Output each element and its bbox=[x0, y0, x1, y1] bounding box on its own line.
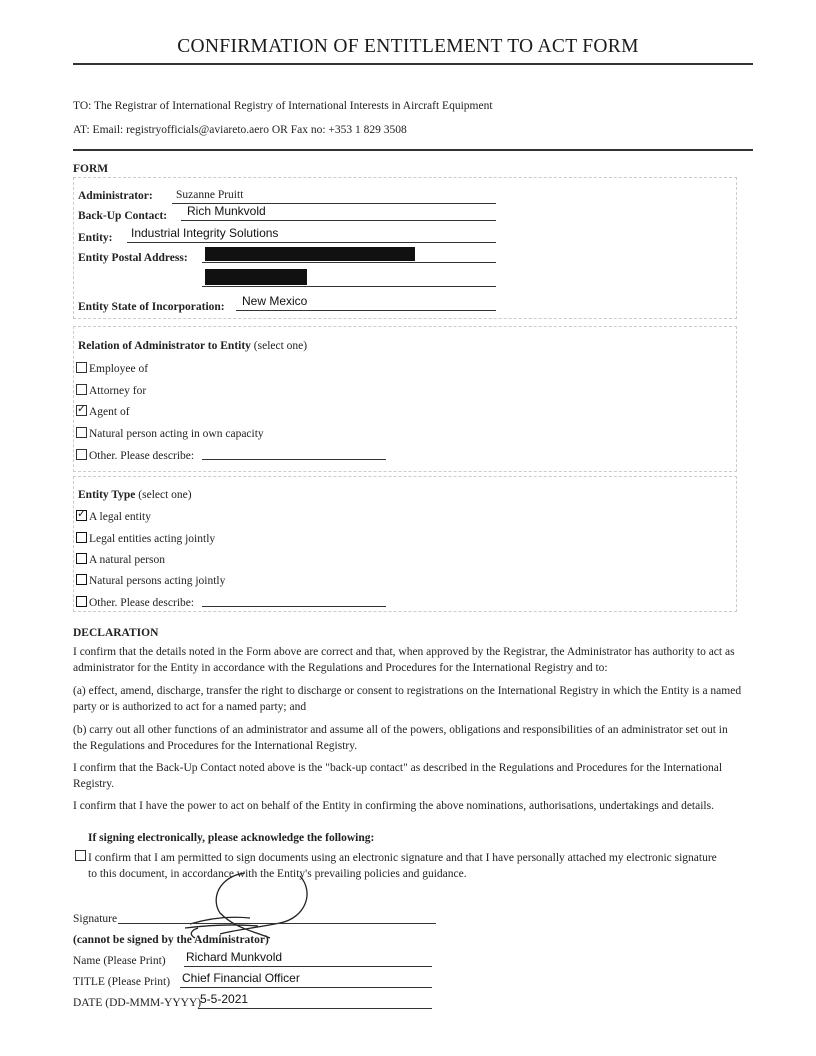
page-title: CONFIRMATION OF ENTITLEMENT TO ACT FORM bbox=[177, 36, 639, 57]
checkbox[interactable] bbox=[76, 596, 87, 607]
divider bbox=[73, 149, 753, 151]
divider bbox=[73, 63, 753, 65]
checkbox[interactable] bbox=[76, 574, 87, 585]
option-other[interactable]: Other. Please describe: bbox=[76, 449, 194, 462]
declaration-paragraph: (a) effect, amend, discharge, transfer the right to discharge or consent to registrations on the International Registry in which the Entity is a named party or is authorized to act for a named party; and bbox=[73, 685, 742, 713]
option-natural-persons-jointly[interactable]: Natural persons acting jointly bbox=[76, 574, 225, 587]
title-label: TITLE (Please Print) bbox=[73, 976, 171, 988]
electronic-ack-checkbox[interactable] bbox=[75, 850, 86, 861]
option-legal-entity[interactable]: ✓A legal entity bbox=[76, 510, 151, 523]
declaration-paragraph: (b) carry out all other functions of an administrator and assume all of the powers, obligations and responsibilities of an administrator set out in the Regulations and Procedures for the International Registry. bbox=[73, 724, 728, 752]
name-label: Name (Please Print) bbox=[73, 955, 166, 967]
relation-heading: Relation of Administrator to Entity (select one) bbox=[78, 340, 308, 352]
name-value: Richard Munkvold bbox=[186, 950, 283, 964]
option-entity-other[interactable]: Other. Please describe: bbox=[76, 596, 194, 609]
option-natural-person-own-capacity[interactable]: Natural person acting in own capacity bbox=[76, 427, 264, 440]
to-line: TO: The Registrar of International Registry of International Interests in Aircraft Equipment bbox=[73, 100, 493, 112]
state-value: New Mexico bbox=[242, 294, 308, 308]
option-agent-of[interactable]: ✓Agent of bbox=[76, 405, 130, 418]
signature-note: (cannot be signed by the Administrator) bbox=[73, 934, 269, 946]
checkbox[interactable] bbox=[76, 532, 87, 543]
option-employee-of[interactable]: Employee of bbox=[76, 362, 148, 375]
name-field[interactable] bbox=[184, 950, 432, 967]
checkbox[interactable] bbox=[76, 449, 87, 460]
entity-other-describe-field[interactable] bbox=[202, 592, 386, 607]
redacted-address-line2 bbox=[205, 269, 307, 285]
postal-address-label: Entity Postal Address: bbox=[78, 252, 188, 264]
date-field[interactable] bbox=[198, 992, 432, 1009]
title-field[interactable] bbox=[180, 971, 432, 988]
signature-label: Signature bbox=[73, 913, 118, 925]
title-value: Chief Financial Officer bbox=[182, 971, 300, 985]
redacted-address-line1 bbox=[205, 247, 415, 261]
backup-contact-label: Back-Up Contact: bbox=[78, 210, 168, 222]
entity-label: Entity: bbox=[78, 232, 113, 244]
declaration-heading: DECLARATION bbox=[73, 627, 159, 639]
checkbox-checked[interactable] bbox=[76, 510, 87, 521]
date-value: 5-5-2021 bbox=[200, 992, 249, 1006]
other-describe-field[interactable] bbox=[202, 445, 386, 460]
option-legal-entities-jointly[interactable]: Legal entities acting jointly bbox=[76, 532, 215, 545]
entity-type-heading: Entity Type (select one) bbox=[78, 489, 192, 501]
administrator-value: Suzanne Pruitt bbox=[176, 189, 244, 201]
electronic-ack-text: I confirm that I am permitted to sign documents using an electronic signature and that I have personally attached my electronic signature to this document, in accordance with the Entity's prevailing policies and guidance. bbox=[88, 852, 717, 880]
declaration-paragraph: I confirm that I have the power to act on behalf of the Entity in confirming the above nominations, authorisations, undertakings and details. bbox=[73, 800, 714, 812]
checkbox[interactable] bbox=[76, 427, 87, 438]
checkbox[interactable] bbox=[76, 362, 87, 373]
signature-field[interactable] bbox=[118, 909, 436, 924]
checkbox[interactable] bbox=[76, 384, 87, 395]
date-label: DATE (DD-MMM-YYYY) bbox=[73, 997, 202, 1009]
checkbox[interactable] bbox=[76, 553, 87, 564]
declaration-paragraph: I confirm that the Back-Up Contact noted above is the "back-up contact" as described in the Regulations and Procedures for the International Registry. bbox=[73, 762, 723, 790]
option-attorney-for[interactable]: Attorney for bbox=[76, 384, 146, 397]
entity-field[interactable] bbox=[127, 226, 496, 243]
backup-contact-value: Rich Munkvold bbox=[187, 204, 266, 218]
state-field[interactable] bbox=[236, 294, 496, 311]
declaration-paragraph: I confirm that the details noted in the Form above are correct and that, when approved by the Registrar, the Administrator has authority to act as administrator for the Entity in accordance with the Regulations and Procedures for the International Registry and to: bbox=[73, 646, 735, 674]
administrator-field[interactable] bbox=[172, 189, 496, 204]
at-line: AT: Email: registryofficials@aviareto.aero OR Fax no: +353 1 829 3508 bbox=[73, 124, 407, 136]
backup-contact-field[interactable] bbox=[181, 204, 496, 221]
administrator-label: Administrator: bbox=[78, 190, 153, 202]
entity-value: Industrial Integrity Solutions bbox=[131, 226, 279, 240]
option-natural-person[interactable]: A natural person bbox=[76, 553, 165, 566]
form-heading: FORM bbox=[73, 163, 109, 175]
electronic-signing-heading: If signing electronically, please acknowledge the following: bbox=[88, 832, 375, 844]
checkbox-checked[interactable] bbox=[76, 405, 87, 416]
state-label: Entity State of Incorporation: bbox=[78, 301, 225, 313]
